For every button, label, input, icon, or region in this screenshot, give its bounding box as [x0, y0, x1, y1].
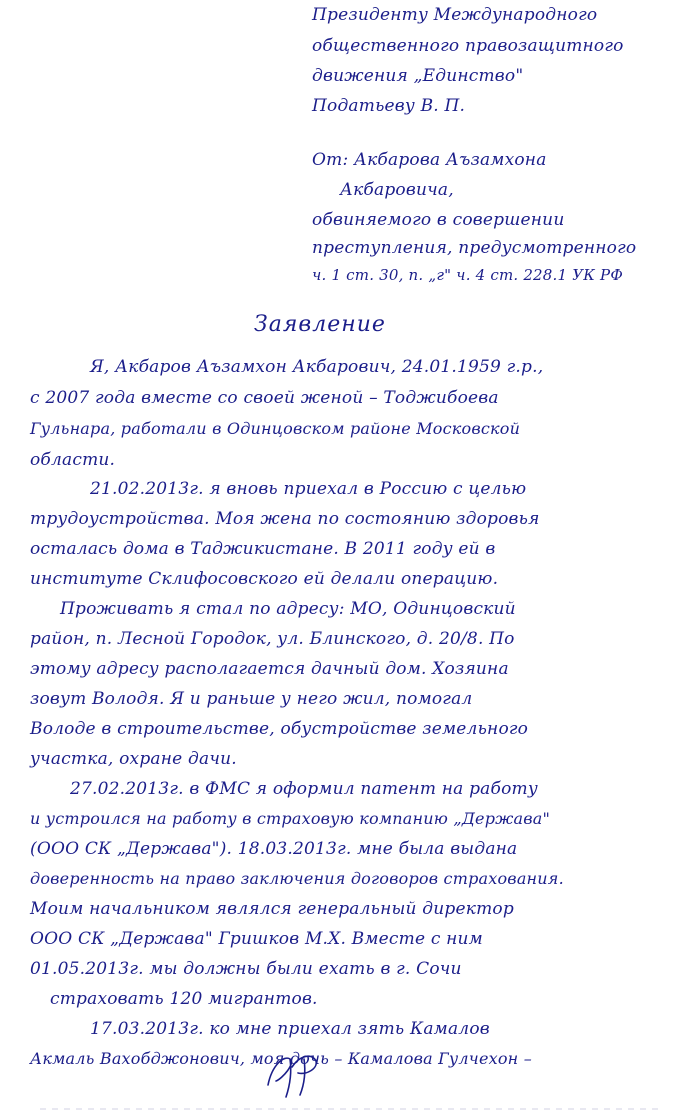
body-line: Моим начальником являлся генеральный директор	[30, 899, 514, 919]
body-line: Я, Акбаров Аъзамхон Акбарович, 24.01.1959 г.р.,	[90, 357, 544, 377]
sender-line: обвиняемого в совершении	[312, 210, 565, 230]
body-line: район, п. Лесной Городок, ул. Блинского, д. 20/8. По	[30, 629, 515, 649]
signature-mark	[262, 1045, 322, 1100]
body-line: доверенность на право заключения договоров страхования.	[30, 869, 564, 888]
body-line: Володе в строительстве, обустройстве земельного	[30, 719, 529, 739]
body-line: страховать 120 мигрантов.	[50, 989, 318, 1009]
sender-line: преступления, предусмотренного	[312, 238, 637, 258]
document-title: Заявление	[254, 312, 386, 337]
body-line: 27.02.2013г. в ФМС я оформил патент на работу	[70, 779, 538, 799]
addressee-line: Податьеву В. П.	[312, 96, 466, 116]
body-line: с 2007 года вместе со своей женой – Тоджибоева	[30, 388, 499, 408]
sender-line: От: Акбарова Аъзамхона	[312, 150, 547, 170]
body-line: (ООО СК „Держава"). 18.03.2013г. мне была выдана	[30, 839, 518, 859]
sender-line: Акбаровича,	[340, 180, 454, 200]
addressee-line: Президенту Международного	[312, 5, 598, 25]
body-line: трудоустройства. Моя жена по состоянию здоровья	[30, 509, 540, 529]
body-line: 01.05.2013г. мы должны были ехать в г. Сочи	[30, 959, 462, 979]
body-line: области.	[30, 450, 116, 470]
body-line: зовут Володя. Я и раньше у него жил, помогал	[30, 689, 473, 709]
body-line: институте Склифосовского ей делали операцию.	[30, 569, 499, 589]
page-edge-rule	[40, 1108, 660, 1110]
body-line: этому адресу располагается дачный дом. Хозяина	[30, 659, 509, 679]
body-line: 21.02.2013г. я вновь приехал в Россию с целью	[90, 479, 527, 499]
body-line: осталась дома в Таджикистане. В 2011 году ей в	[30, 539, 496, 559]
addressee-line: движения „Единство"	[312, 66, 524, 86]
body-line: и устроился на работу в страховую компанию „Держава"	[30, 809, 551, 828]
body-line: Проживать я стал по адресу: МО, Одинцовский	[60, 599, 516, 619]
sender-line: ч. 1 ст. 30, п. „г" ч. 4 ст. 228.1 УК РФ	[312, 266, 623, 284]
body-line: Акмаль Вахобджонович, моя дочь – Камалова Гулчехон –	[30, 1049, 532, 1068]
body-line: 17.03.2013г. ко мне приехал зять Камалов	[90, 1019, 490, 1039]
body-line: Гульнара, работали в Одинцовском районе Московской	[30, 419, 521, 438]
addressee-line: общественного правозащитного	[312, 36, 624, 56]
body-line: участка, охране дачи.	[30, 749, 237, 769]
body-line: ООО СК „Держава" Гришков М.Х. Вместе с ним	[30, 929, 483, 949]
